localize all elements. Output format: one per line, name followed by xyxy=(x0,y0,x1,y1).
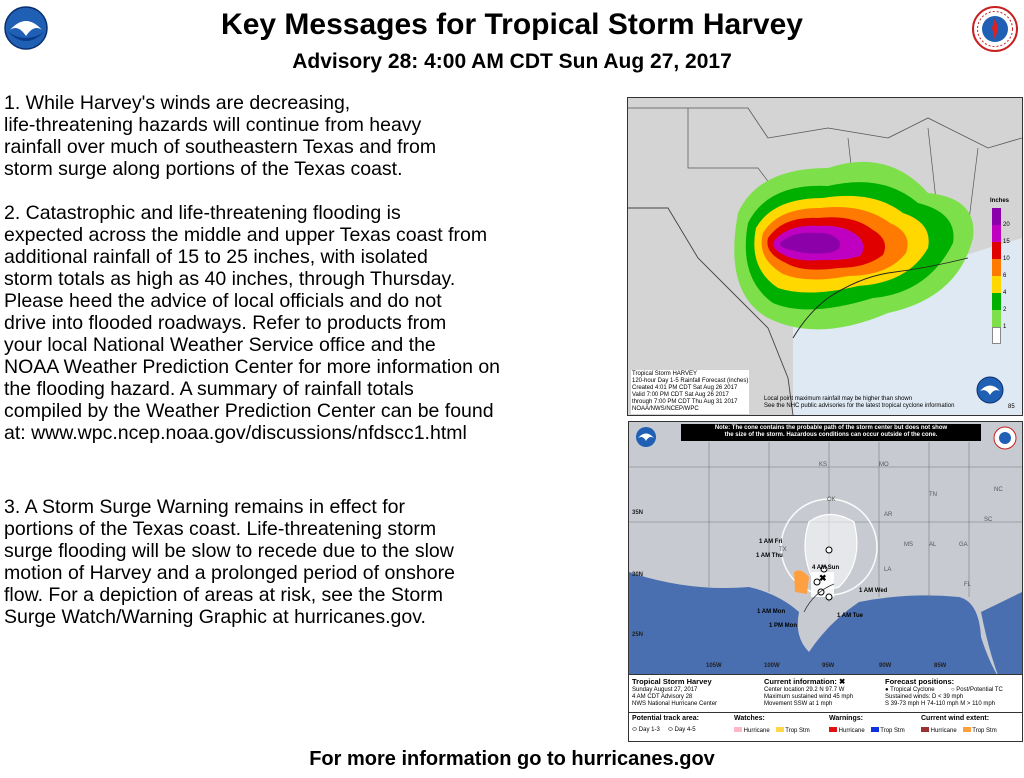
message-line: Surge Watch/Warning Graphic at hurricanes.gov. xyxy=(4,606,426,628)
noaa-small-logo-icon xyxy=(635,426,657,448)
state-label: AL xyxy=(929,542,937,548)
state-label: FL xyxy=(964,582,972,588)
lat-label: 25N xyxy=(632,632,644,638)
caption-line: Valid 7:00 PM CDT Sat Aug 26 2017 xyxy=(632,392,729,398)
state-label: LA xyxy=(884,567,892,573)
state-label: GA xyxy=(959,542,968,548)
forecast-position-label: 1 AM Tue xyxy=(837,613,864,619)
forecast-position-label: 1 AM Fri xyxy=(759,539,783,545)
current-info-line: Maximum sustained wind 45 mph xyxy=(764,694,854,700)
rain-legend-title: Inches xyxy=(990,198,1010,204)
rainfall-map-graphic xyxy=(628,98,1022,415)
key-message-1 xyxy=(4,92,610,180)
track-legend xyxy=(632,727,696,734)
warnings-title: Warnings: xyxy=(829,715,863,722)
cone-info-panel xyxy=(629,674,1022,742)
key-message-2 xyxy=(4,202,610,444)
nws-small-logo-icon xyxy=(993,426,1017,450)
message-line: flow. For a depiction of areas at risk, see the Storm xyxy=(4,584,443,606)
current-info-title: Current information: ✖ xyxy=(764,677,846,686)
state-label: MO xyxy=(879,462,889,468)
info-advisory: 4 AM CDT Advisory 28 xyxy=(632,694,693,700)
rainfall-forecast-map xyxy=(627,97,1023,416)
message-line: your local National Weather Service office and the xyxy=(4,334,436,356)
lat-label: 30N xyxy=(632,572,644,578)
rain-legend-value: 20 xyxy=(1003,222,1010,228)
track-legend-title: Potential track area: xyxy=(632,715,699,722)
lon-label: 85W xyxy=(934,663,947,669)
info-date: Sunday August 27, 2017 xyxy=(632,687,698,693)
state-label: NC xyxy=(994,487,1003,493)
message-line: motion of Harvey and a prolonged period of onshore xyxy=(4,562,455,584)
wind-extent-legend: Hurricane Trop Stm xyxy=(921,727,997,735)
lat-label: 35N xyxy=(632,510,644,516)
forecast-position-label: 1 PM Mon xyxy=(769,623,797,629)
watches-legend: Hurricane Trop Stm xyxy=(734,727,810,735)
message-line: drive into flooded roadways. Refer to products from xyxy=(4,312,447,334)
current-position-icon: ✖ xyxy=(819,573,827,583)
caption-line: Tropical Storm HARVEY xyxy=(632,371,698,377)
cone-map-graphic xyxy=(629,422,1022,678)
forecast-position-label: 1 AM Wed xyxy=(859,588,888,594)
noaa-small-logo-icon xyxy=(976,376,1004,404)
note-line: the size of the storm. Hazardous conditions can occur outside of the cone. xyxy=(724,432,938,438)
rain-legend-value: 1 xyxy=(1003,324,1007,330)
message-line: compiled by the Weather Prediction Center can be found xyxy=(4,400,494,422)
rainfall-caption xyxy=(631,370,749,414)
nws-logo-icon xyxy=(972,6,1018,52)
rain-legend-value: 4 xyxy=(1003,290,1007,296)
caption-line: through 7:00 PM CDT Thu Aug 31 2017 xyxy=(632,399,738,405)
advisory-subtitle: Advisory 28: 4:00 AM CDT Sun Aug 27, 2017 xyxy=(292,50,732,73)
cone-forecast-map xyxy=(628,421,1023,742)
message-line: NOAA Weather Prediction Center for more information on xyxy=(4,356,501,378)
message-line: portions of the Texas coast. Life-threatening storm xyxy=(4,518,437,540)
lon-label: 90W xyxy=(879,663,892,669)
message-line: additional rainfall of 15 to 25 inches, with isolated xyxy=(4,246,428,268)
state-label: KS xyxy=(819,462,828,468)
storm-name: Tropical Storm Harvey xyxy=(632,677,712,686)
forecast-info-title: Forecast positions: xyxy=(885,677,955,686)
caption-line: Created 4:01 PM CDT Sat Aug 26 2017 xyxy=(632,385,738,391)
forecast-line: S 39-73 mph H 74-110 mph M > 110 mph xyxy=(885,701,996,707)
page-title: Key Messages for Tropical Storm Harvey xyxy=(221,8,803,41)
info-center: NWS National Hurricane Center xyxy=(632,701,718,707)
wind-extent-title: Current wind extent: xyxy=(921,715,990,722)
state-label: TX xyxy=(779,547,787,553)
lon-label: 105W xyxy=(706,663,722,669)
note-line: Local point maximum rainfall may be higher than shown xyxy=(764,396,913,402)
rain-legend-value: 2 xyxy=(1003,307,1007,313)
watches-title: Watches: xyxy=(734,715,765,722)
cone-note xyxy=(681,424,981,441)
rain-legend-value: 6 xyxy=(1003,273,1007,279)
rain-legend-value: 15 xyxy=(1003,239,1010,245)
key-message-3 xyxy=(4,496,610,628)
rain-legend-value: 10 xyxy=(1003,256,1010,262)
note-line: Note: The cone contains the probable path of the storm center but does not show xyxy=(714,425,948,431)
message-line: surge flooding will be slow to recede due to the slow xyxy=(4,540,454,562)
current-info-line: Center location 29.2 N 97.7 W xyxy=(764,687,845,693)
forecast-item: ● Tropical Cyclone xyxy=(885,687,935,693)
state-label: MS xyxy=(904,542,913,548)
message-line: 1. While Harvey's winds are decreasing, xyxy=(4,92,351,114)
footer-link-text: For more information go to hurricanes.gov xyxy=(309,748,715,770)
forecast-position-label: 1 AM Mon xyxy=(757,609,786,615)
lon-label: 95W xyxy=(822,663,835,669)
forecast-position-label: 4 AM Sun xyxy=(812,565,840,571)
state-label: OK xyxy=(827,497,836,503)
caption-line: NOAA/NWS/NCEP/WPC xyxy=(632,406,699,412)
lon-label: 100W xyxy=(764,663,780,669)
state-label: AR xyxy=(884,512,893,518)
forecast-line: Sustained winds: D < 39 mph xyxy=(885,694,964,700)
message-line: 3. A Storm Surge Warning remains in effect for xyxy=(4,496,406,518)
message-line: life-threatening hazards will continue from heavy xyxy=(4,114,422,136)
forecast-item: ○ Post/Potential TC xyxy=(951,687,1003,693)
forecast-position-label: 1 AM Thu xyxy=(756,553,783,559)
track-day13-swatch: ⬭ Day 1-3 xyxy=(632,727,660,733)
state-label: SC xyxy=(984,517,993,523)
track-day45-swatch: ⬭ Day 4-5 xyxy=(667,727,696,733)
rainfall-note xyxy=(764,396,954,410)
warnings-legend: Hurricane Trop Stm xyxy=(829,727,905,735)
current-info-line: Movement SSW at 1 mph xyxy=(764,701,833,707)
message-line: storm surge along portions of the Texas coast. xyxy=(4,158,403,180)
map-corner-number: 85 xyxy=(1008,404,1015,410)
message-line: storm totals as high as 40 inches, through Thursday. xyxy=(4,268,456,290)
message-line: at: www.wpc.ncep.noaa.gov/discussions/nfdscc1.html xyxy=(4,422,467,444)
rain-color-legend xyxy=(992,208,1001,344)
message-line: Please heed the advice of local officials and do not xyxy=(4,290,442,312)
caption-line: 120-hour Day 1-5 Rainfall Forecast (inches) xyxy=(632,378,749,384)
message-line: the flooding hazard. A summary of rainfall totals xyxy=(4,378,414,400)
message-line: rainfall over much of southeastern Texas and from xyxy=(4,136,437,158)
state-label: TN xyxy=(929,492,937,498)
message-line: expected across the middle and upper Texas coast from xyxy=(4,224,488,246)
note-line: See the NHC public advisories for the latest tropical cyclone information xyxy=(764,403,955,409)
message-line: 2. Catastrophic and life-threatening flooding is xyxy=(4,202,401,224)
